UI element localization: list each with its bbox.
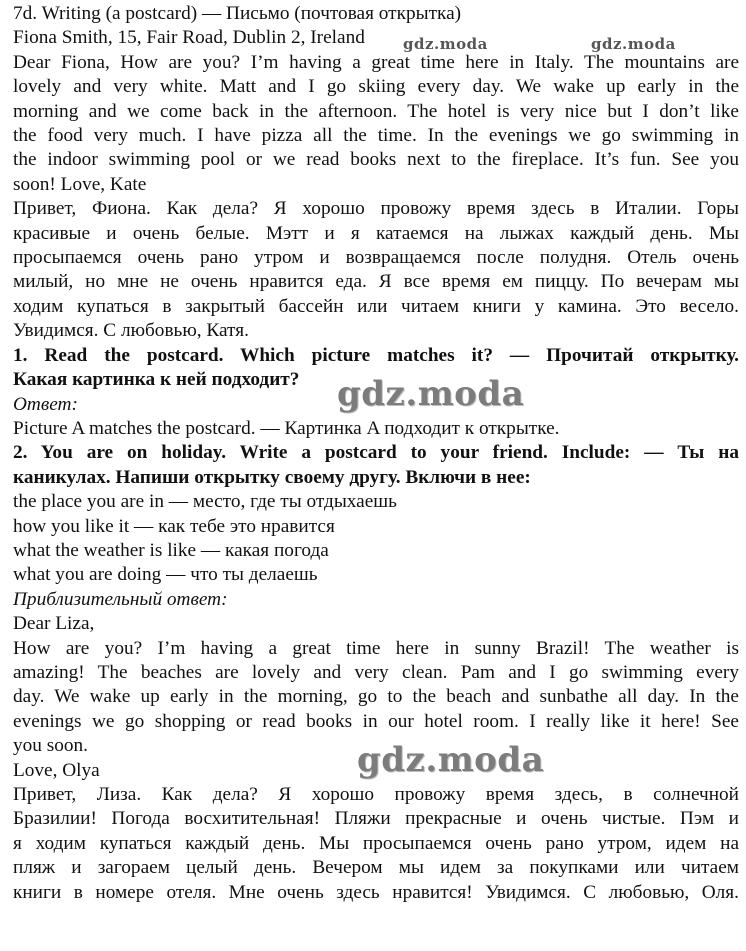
letter-en-line: amazing! The beaches are lovely and very clean. Pam and I go swimming every — [13, 661, 739, 683]
postcard-en-line: lovely and very white. Matt and I go skiing every day. We wake up early in the — [13, 76, 739, 98]
letter-en-closing: Love, Olya — [13, 759, 100, 781]
postcard-en-line: the food very much. I have pizza all the time. In the evenings we go swimming in — [13, 125, 739, 147]
postcard-ru-line: Увидимся. С любовью, Катя. — [13, 320, 249, 342]
letter-ru-line: я ходим купаться каждый день. Мы просыпаемся очень рано утром, идем на — [13, 832, 739, 854]
task2-item: what the weather is like — какая погода — [13, 539, 329, 561]
task1-question-line: 1. Read the postcard. Which picture matches it? — Прочитай открытку. — [13, 344, 739, 366]
postcard-ru-line: Привет, Фиона. Как дела? Я хорошо провожу время здесь в Италии. Горы — [13, 198, 739, 220]
letter-en-line: evenings we go shopping or read books in our hotel room. I really like it here! See — [13, 710, 739, 732]
letter-ru-line: пляж и загораем целый день. Вечером мы идем за покупками или читаем — [13, 857, 739, 879]
postcard-ru-line: красивые и очень белые. Мэтт и я катаемся на лыжах каждый день. Мы — [13, 222, 739, 244]
watermark-logo: gdz.moda — [403, 35, 488, 53]
watermark-logo: gdz.moda — [337, 374, 525, 414]
task1-answer: Picture A matches the postcard. — Картинка A подходит к открытке. — [13, 417, 560, 439]
task1-answer-label: Ответ: — [13, 393, 78, 415]
postcard-ru-line: просыпаемся очень рано утром и возвращаемся после полудня. Отель очень — [13, 247, 739, 269]
task1-question-line: Какая картинка к ней подходит? — [13, 369, 300, 391]
task2-item: what you are doing — что ты делаешь — [13, 564, 318, 586]
watermark-logo: gdz.moda — [357, 740, 545, 780]
letter-en-greeting: Dear Liza, — [13, 613, 95, 635]
task2-question-line: каникулах. Напиши открытку своему другу. Включи в нее: — [13, 466, 531, 488]
letter-en-line: day. We wake up early in the morning, go to the beach and sunbathe all day. In the — [13, 686, 739, 708]
watermark-logo: gdz.moda — [591, 35, 676, 53]
postcard-ru-line: милый, но мне не очень нравится еда. Я все время ем пиццу. По вечерам мы — [13, 271, 739, 293]
task2-item: the place you are in — место, где ты отдыхаешь — [13, 491, 397, 513]
postcard-address: Fiona Smith, 15, Fair Road, Dublin 2, Ireland — [13, 27, 365, 49]
exercise-title: 7d. Writing (a postcard) — Письмо (почтовая открытка) — [13, 3, 462, 24]
letter-ru-line: книги в номере отеля. Мне очень здесь нравится! Увидимся. С любовью, Оля. — [13, 881, 739, 903]
task2-question-line: 2. You are on holiday. Write a postcard to your friend. Include: — Ты на — [13, 442, 739, 464]
task2-item: how you like it — как тебе это нравится — [13, 515, 335, 537]
letter-en-line: you soon. — [13, 735, 88, 757]
postcard-ru-line: ходим купаться в закрытый бассейн или читаем книги у камина. Это весело. — [13, 295, 739, 317]
postcard-en-line: Dear Fiona, How are you? I’m having a great time here in Italy. The mountains are — [13, 51, 739, 73]
letter-ru-line: Привет, Лиза. Как дела? Я хорошо провожу время здесь, в солнечной — [13, 784, 739, 805]
postcard-en-line: morning and we come back in the afternoon. The hotel is very nice but I don’t like — [13, 100, 739, 122]
postcard-en-line: the indoor swimming pool or we read books next to the fireplace. It’s fun. See you — [13, 149, 739, 171]
task2-answer-label: Приблизительный ответ: — [13, 588, 228, 610]
letter-en-line: How are you? I’m having a great time here in sunny Brazil! The weather is — [13, 637, 739, 659]
letter-ru-line: Бразилии! Погода восхитительная! Пляжи прекрасные и очень чистые. Пэм и — [13, 808, 739, 830]
postcard-en-line: soon! Love, Kate — [13, 173, 147, 195]
